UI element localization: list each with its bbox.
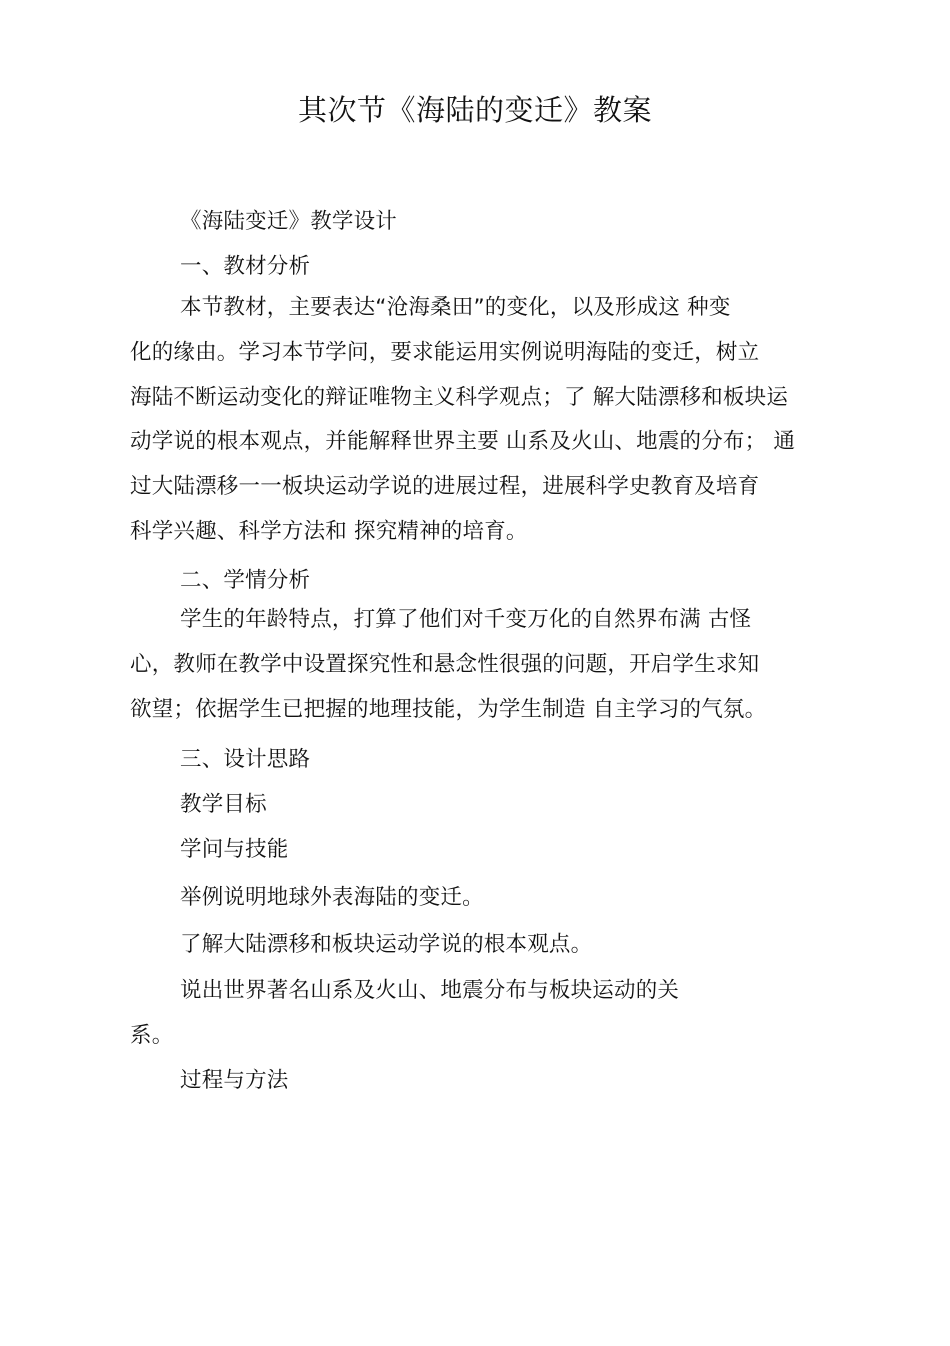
paragraph-line: 化的缘由。学习本节学问，要求能运用实例说明海陆的变迁，树立	[130, 339, 760, 365]
list-item-continuation: 系。	[130, 1023, 174, 1048]
page-title: 其次节《海陆的变迁》教案	[297, 93, 652, 127]
paragraph-line: 海陆不断运动变化的辩证唯物主义科学观点；了 解大陆漂移和板块运	[130, 384, 789, 410]
paragraph-line: 本节教材，主要表达“沧海桑田”的变化，以及形成这 种变	[180, 295, 731, 320]
paragraph-textbook-analysis	[130, 286, 820, 555]
section-heading-student-analysis: 二、学情分析	[180, 568, 311, 593]
paragraph-line: 过大陆漂移一一板块运动学说的进展过程，进展科学史教育及培育	[130, 474, 760, 500]
paragraph-line: 动学说的根本观点，并能解释世界主要 山系及火山、地震的分布； 通	[130, 429, 796, 455]
heading-teaching-goals: 教学目标	[180, 792, 267, 817]
list-item: 了解大陆漂移和板块运动学说的根本观点。	[180, 932, 593, 957]
heading-knowledge-skills: 学问与技能	[180, 837, 289, 862]
list-item: 举例说明地球外表海陆的变迁。	[180, 885, 484, 910]
paragraph-line: 心，教师在教学中设置探究性和悬念性很强的问题，开启学生求知	[130, 651, 760, 677]
section-heading-design-ideas: 三、设计思路	[180, 747, 311, 772]
subtitle: 《海陆变迁》教学设计	[180, 209, 398, 234]
paragraph-line: 学生的年龄特点，打算了他们对千变万化的自然界布满 古怪	[180, 607, 752, 632]
paragraph-line: 欲望；依据学生已把握的地理技能，为学生制造 自主学习的气氛。	[130, 696, 767, 722]
paragraph-student-analysis	[130, 598, 820, 732]
list-item: 说出世界著名山系及火山、地震分布与板块运动的关	[180, 978, 680, 1003]
heading-process-methods: 过程与方法	[180, 1068, 289, 1093]
paragraph-line: 科学兴趣、科学方法和 探究精神的培育。	[130, 518, 528, 544]
section-heading-textbook-analysis: 一、教材分析	[180, 254, 311, 279]
